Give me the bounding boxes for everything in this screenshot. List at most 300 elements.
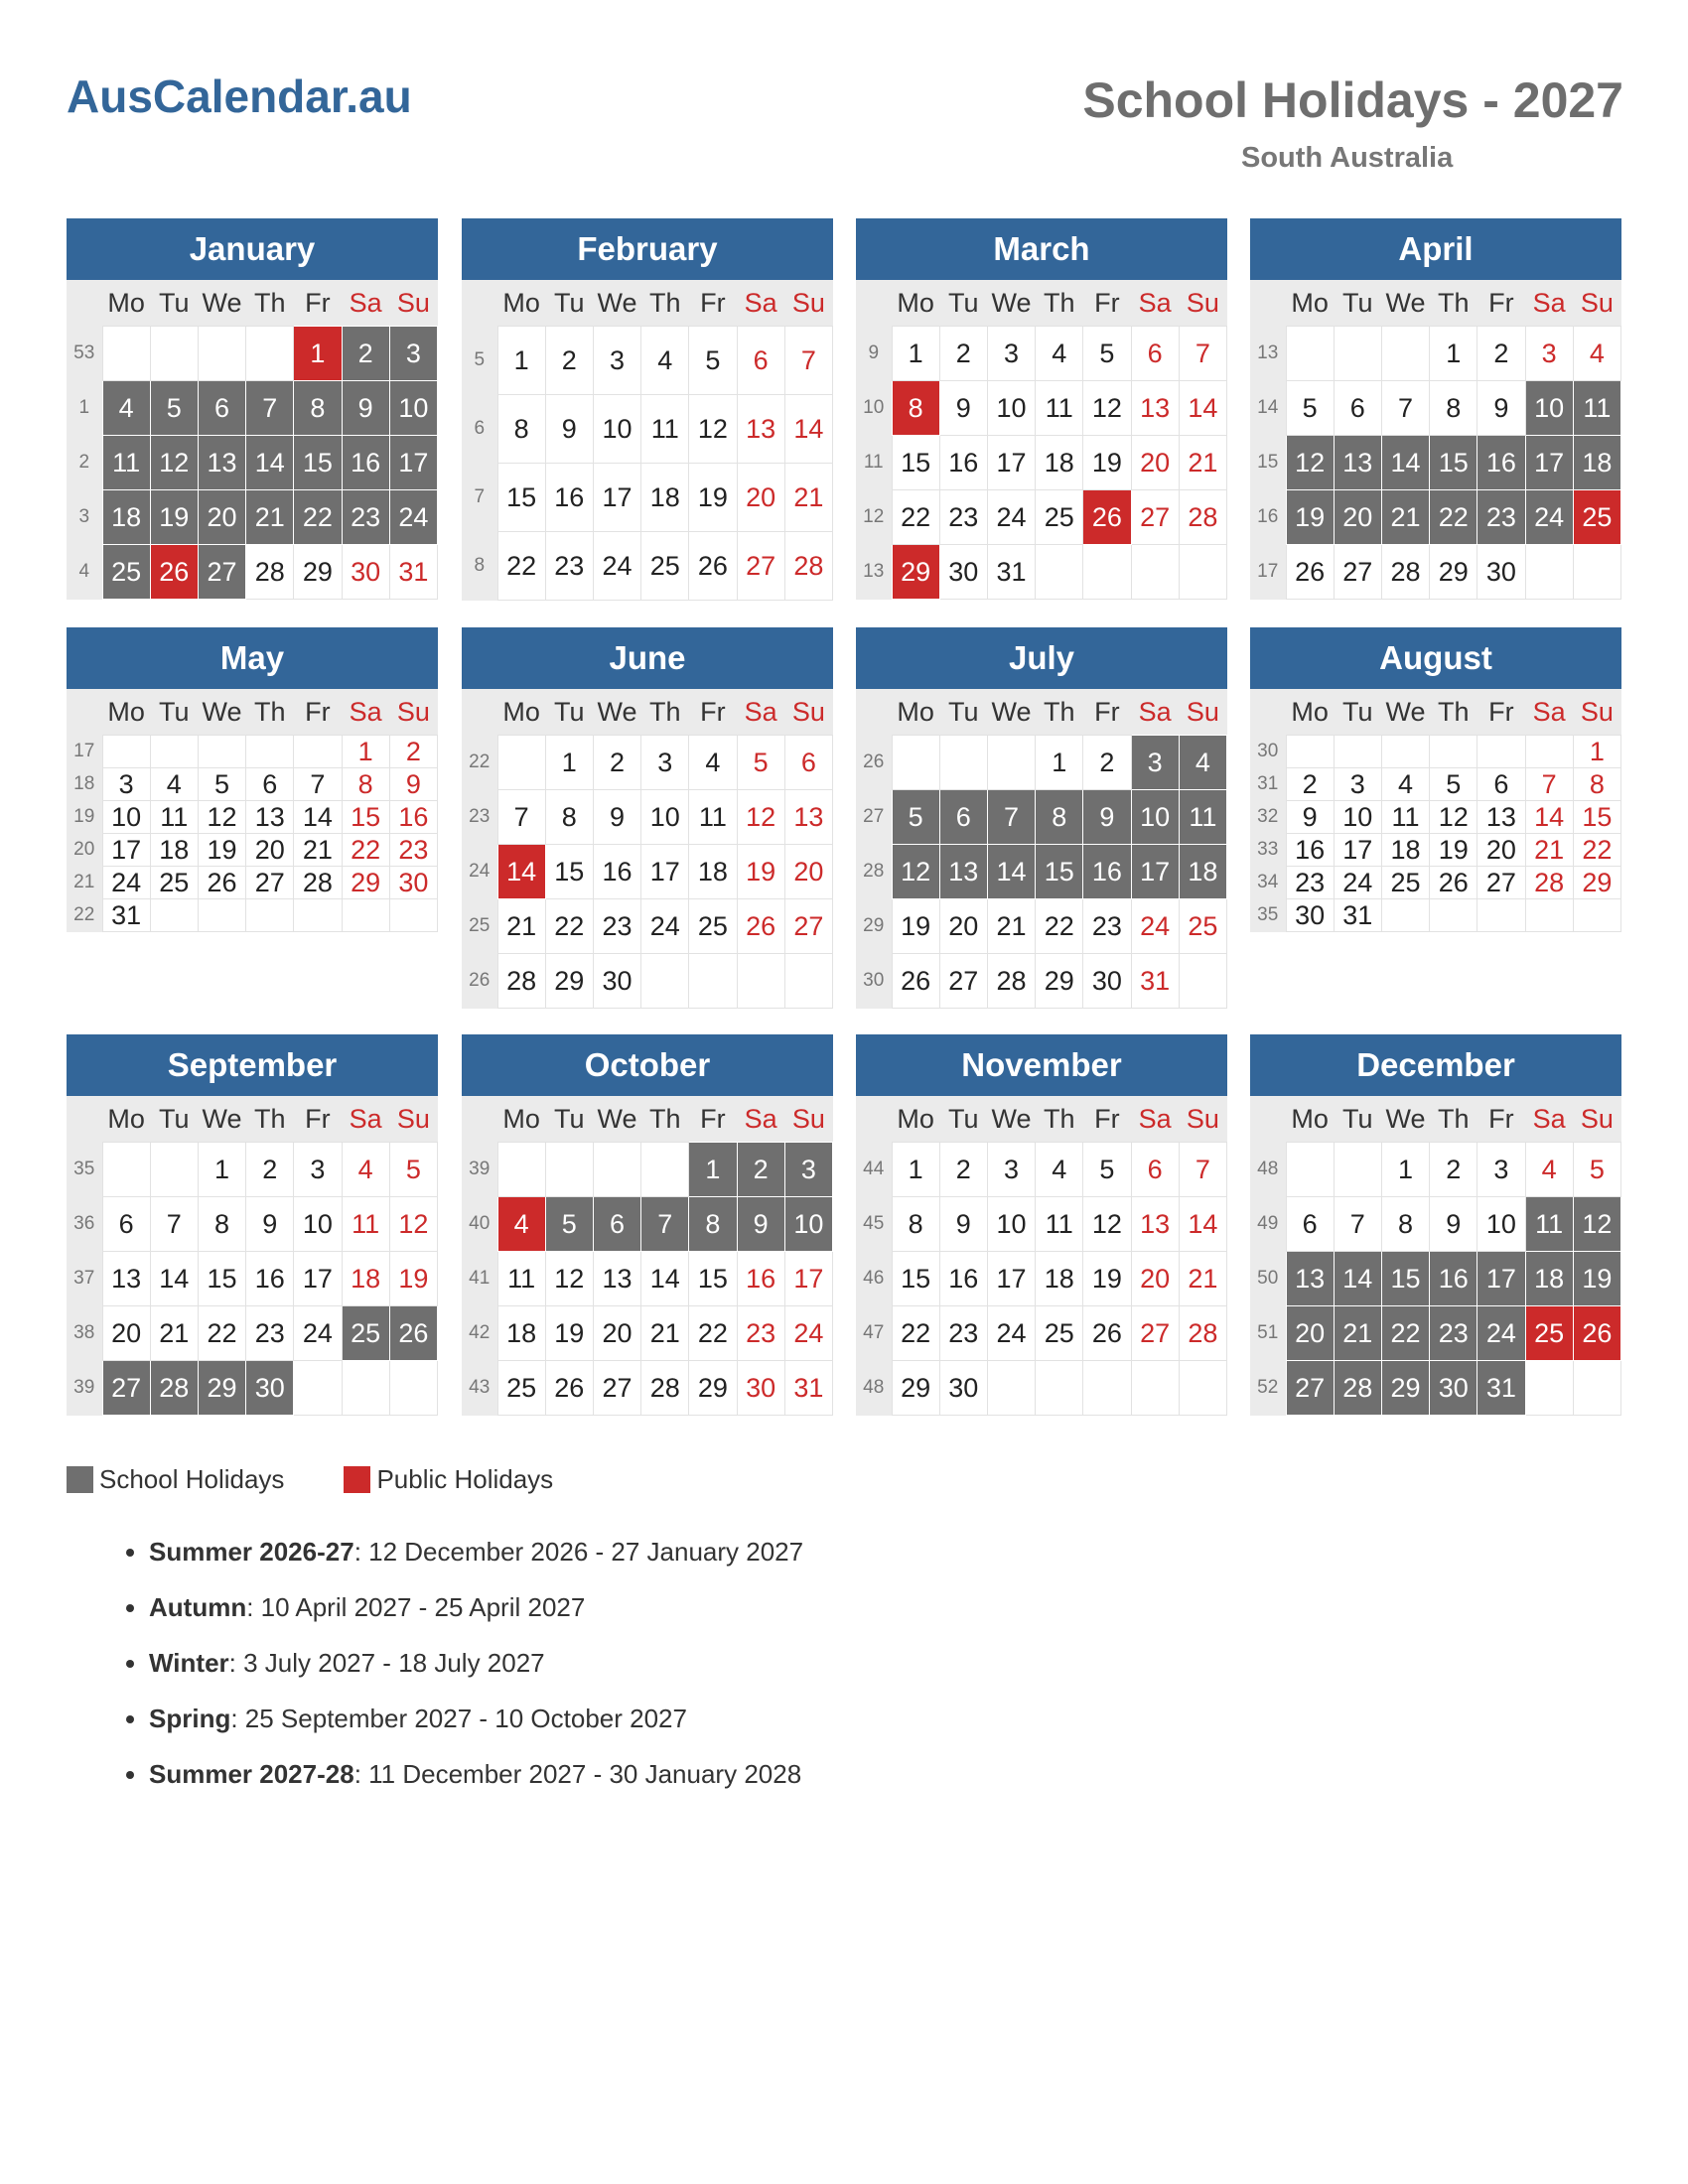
day-cell[interactable]: 31: [1131, 954, 1179, 1009]
day-cell[interactable]: 9: [1083, 790, 1131, 845]
day-cell[interactable]: 12: [1083, 1197, 1131, 1252]
day-cell[interactable]: 9: [1477, 381, 1525, 436]
day-cell[interactable]: 28: [1179, 1306, 1226, 1361]
day-cell[interactable]: 22: [1381, 1306, 1429, 1361]
day-cell[interactable]: 23: [545, 532, 593, 601]
day-cell[interactable]: 25: [102, 545, 150, 600]
day-cell[interactable]: 3: [987, 327, 1035, 381]
day-cell[interactable]: 21: [497, 899, 545, 954]
day-cell[interactable]: 6: [1334, 381, 1381, 436]
day-cell[interactable]: 23: [737, 1306, 784, 1361]
day-cell[interactable]: 16: [737, 1252, 784, 1306]
day-cell[interactable]: 21: [1525, 834, 1573, 867]
day-cell[interactable]: 3: [987, 1143, 1035, 1197]
day-cell[interactable]: 15: [1381, 1252, 1429, 1306]
day-cell[interactable]: 14: [784, 395, 832, 464]
day-cell[interactable]: 27: [1286, 1361, 1334, 1416]
day-cell[interactable]: 27: [1334, 545, 1381, 600]
day-cell[interactable]: 16: [1430, 1252, 1477, 1306]
day-cell[interactable]: 12: [545, 1252, 593, 1306]
day-cell[interactable]: 6: [1131, 327, 1179, 381]
day-cell[interactable]: 20: [784, 845, 832, 899]
day-cell[interactable]: 30: [1477, 545, 1525, 600]
day-cell[interactable]: 14: [246, 436, 294, 490]
day-cell[interactable]: 28: [784, 532, 832, 601]
day-cell[interactable]: 26: [545, 1361, 593, 1416]
day-cell[interactable]: 19: [1083, 1252, 1131, 1306]
day-cell[interactable]: 2: [1477, 327, 1525, 381]
day-cell[interactable]: 17: [1334, 834, 1381, 867]
day-cell[interactable]: 30: [939, 1361, 987, 1416]
day-cell[interactable]: 28: [150, 1361, 198, 1416]
day-cell[interactable]: 22: [294, 490, 342, 545]
day-cell[interactable]: 5: [1083, 1143, 1131, 1197]
day-cell[interactable]: 9: [545, 395, 593, 464]
day-cell[interactable]: 18: [1381, 834, 1429, 867]
day-cell[interactable]: 31: [1334, 899, 1381, 932]
day-cell[interactable]: 17: [784, 1252, 832, 1306]
day-cell[interactable]: 7: [641, 1197, 689, 1252]
day-cell[interactable]: 23: [342, 490, 389, 545]
day-cell[interactable]: 15: [497, 464, 545, 532]
day-cell[interactable]: 4: [641, 327, 689, 395]
day-cell[interactable]: 13: [939, 845, 987, 899]
day-cell[interactable]: 26: [1083, 1306, 1131, 1361]
day-cell[interactable]: 3: [641, 736, 689, 790]
day-cell[interactable]: 14: [1179, 381, 1226, 436]
day-cell[interactable]: 29: [1430, 545, 1477, 600]
day-cell[interactable]: 10: [593, 395, 640, 464]
day-cell[interactable]: 30: [342, 545, 389, 600]
day-cell[interactable]: 15: [294, 436, 342, 490]
day-cell[interactable]: 29: [892, 1361, 939, 1416]
day-cell[interactable]: 25: [342, 1306, 389, 1361]
day-cell[interactable]: 9: [246, 1197, 294, 1252]
day-cell[interactable]: 26: [1430, 867, 1477, 899]
day-cell[interactable]: 22: [1573, 834, 1620, 867]
day-cell[interactable]: 28: [987, 954, 1035, 1009]
day-cell[interactable]: 7: [246, 381, 294, 436]
day-cell[interactable]: 5: [1430, 768, 1477, 801]
day-cell[interactable]: 13: [102, 1252, 150, 1306]
day-cell[interactable]: 18: [102, 490, 150, 545]
day-cell[interactable]: 15: [198, 1252, 245, 1306]
day-cell[interactable]: 13: [593, 1252, 640, 1306]
day-cell[interactable]: 10: [784, 1197, 832, 1252]
day-cell[interactable]: 3: [1525, 327, 1573, 381]
day-cell[interactable]: 27: [246, 867, 294, 899]
day-cell[interactable]: 2: [737, 1143, 784, 1197]
day-cell[interactable]: 20: [593, 1306, 640, 1361]
day-cell[interactable]: 9: [1286, 801, 1334, 834]
day-cell[interactable]: 9: [1430, 1197, 1477, 1252]
day-cell[interactable]: 22: [342, 834, 389, 867]
day-cell[interactable]: 3: [102, 768, 150, 801]
day-cell[interactable]: 6: [1286, 1197, 1334, 1252]
day-cell[interactable]: 30: [939, 545, 987, 600]
day-cell[interactable]: 3: [593, 327, 640, 395]
day-cell[interactable]: 29: [689, 1361, 737, 1416]
site-logo[interactable]: AusCalendar.au: [67, 70, 412, 122]
day-cell[interactable]: 26: [1573, 1306, 1620, 1361]
day-cell[interactable]: 16: [939, 1252, 987, 1306]
day-cell[interactable]: 13: [1286, 1252, 1334, 1306]
day-cell[interactable]: 17: [1477, 1252, 1525, 1306]
day-cell[interactable]: 6: [1131, 1143, 1179, 1197]
day-cell[interactable]: 24: [1525, 490, 1573, 545]
day-cell[interactable]: 12: [198, 801, 245, 834]
day-cell[interactable]: 2: [389, 736, 437, 768]
day-cell[interactable]: 16: [342, 436, 389, 490]
day-cell[interactable]: 13: [784, 790, 832, 845]
day-cell[interactable]: 18: [1179, 845, 1226, 899]
day-cell[interactable]: 24: [987, 1306, 1035, 1361]
day-cell[interactable]: 1: [1036, 736, 1083, 790]
day-cell[interactable]: 14: [1334, 1252, 1381, 1306]
day-cell[interactable]: 1: [892, 1143, 939, 1197]
day-cell[interactable]: 6: [784, 736, 832, 790]
day-cell[interactable]: 8: [294, 381, 342, 436]
day-cell[interactable]: 28: [1334, 1361, 1381, 1416]
day-cell[interactable]: 11: [150, 801, 198, 834]
day-cell[interactable]: 9: [939, 1197, 987, 1252]
day-cell[interactable]: 26: [1286, 545, 1334, 600]
day-cell[interactable]: 5: [389, 1143, 437, 1197]
day-cell[interactable]: 4: [1036, 327, 1083, 381]
day-cell[interactable]: 16: [545, 464, 593, 532]
day-cell[interactable]: 14: [641, 1252, 689, 1306]
day-cell[interactable]: 4: [150, 768, 198, 801]
day-cell[interactable]: 6: [246, 768, 294, 801]
day-cell[interactable]: 26: [198, 867, 245, 899]
day-cell[interactable]: 20: [1286, 1306, 1334, 1361]
day-cell[interactable]: 15: [892, 1252, 939, 1306]
day-cell[interactable]: 7: [784, 327, 832, 395]
day-cell[interactable]: 30: [737, 1361, 784, 1416]
day-cell[interactable]: 11: [1036, 381, 1083, 436]
day-cell[interactable]: 2: [1286, 768, 1334, 801]
day-cell[interactable]: 14: [987, 845, 1035, 899]
day-cell[interactable]: 14: [294, 801, 342, 834]
day-cell[interactable]: 30: [389, 867, 437, 899]
day-cell[interactable]: 20: [1334, 490, 1381, 545]
day-cell[interactable]: 31: [102, 899, 150, 932]
day-cell[interactable]: 16: [1477, 436, 1525, 490]
day-cell[interactable]: 13: [1131, 381, 1179, 436]
day-cell[interactable]: 14: [1381, 436, 1429, 490]
day-cell[interactable]: 5: [1083, 327, 1131, 381]
day-cell[interactable]: 7: [1525, 768, 1573, 801]
day-cell[interactable]: 12: [689, 395, 737, 464]
day-cell[interactable]: 11: [1036, 1197, 1083, 1252]
day-cell[interactable]: 24: [641, 899, 689, 954]
day-cell[interactable]: 30: [1430, 1361, 1477, 1416]
day-cell[interactable]: 3: [294, 1143, 342, 1197]
day-cell[interactable]: 22: [892, 490, 939, 545]
day-cell[interactable]: 29: [1573, 867, 1620, 899]
day-cell[interactable]: 1: [1430, 327, 1477, 381]
day-cell[interactable]: 3: [1131, 736, 1179, 790]
day-cell[interactable]: 4: [1525, 1143, 1573, 1197]
day-cell[interactable]: 20: [1477, 834, 1525, 867]
day-cell[interactable]: 25: [497, 1361, 545, 1416]
day-cell[interactable]: 21: [1179, 436, 1226, 490]
day-cell[interactable]: 17: [593, 464, 640, 532]
day-cell[interactable]: 9: [342, 381, 389, 436]
day-cell[interactable]: 25: [1179, 899, 1226, 954]
day-cell[interactable]: 24: [1477, 1306, 1525, 1361]
day-cell[interactable]: 6: [102, 1197, 150, 1252]
day-cell[interactable]: 18: [342, 1252, 389, 1306]
day-cell[interactable]: 6: [737, 327, 784, 395]
day-cell[interactable]: 21: [987, 899, 1035, 954]
day-cell[interactable]: 25: [150, 867, 198, 899]
day-cell[interactable]: 24: [1334, 867, 1381, 899]
day-cell[interactable]: 4: [342, 1143, 389, 1197]
day-cell[interactable]: 5: [198, 768, 245, 801]
day-cell[interactable]: 7: [150, 1197, 198, 1252]
day-cell[interactable]: 27: [1477, 867, 1525, 899]
day-cell[interactable]: 21: [1381, 490, 1429, 545]
day-cell[interactable]: 10: [389, 381, 437, 436]
day-cell[interactable]: 11: [1381, 801, 1429, 834]
day-cell[interactable]: 15: [1573, 801, 1620, 834]
day-cell[interactable]: 30: [1286, 899, 1334, 932]
day-cell[interactable]: 25: [1036, 490, 1083, 545]
day-cell[interactable]: 5: [1286, 381, 1334, 436]
day-cell[interactable]: 28: [294, 867, 342, 899]
day-cell[interactable]: 19: [1573, 1252, 1620, 1306]
day-cell[interactable]: 16: [593, 845, 640, 899]
day-cell[interactable]: 23: [389, 834, 437, 867]
day-cell[interactable]: 8: [1381, 1197, 1429, 1252]
day-cell[interactable]: 6: [198, 381, 245, 436]
day-cell[interactable]: 24: [784, 1306, 832, 1361]
day-cell[interactable]: 5: [689, 327, 737, 395]
day-cell[interactable]: 28: [641, 1361, 689, 1416]
day-cell[interactable]: 16: [389, 801, 437, 834]
day-cell[interactable]: 22: [198, 1306, 245, 1361]
day-cell[interactable]: 1: [198, 1143, 245, 1197]
day-cell[interactable]: 29: [342, 867, 389, 899]
day-cell[interactable]: 31: [784, 1361, 832, 1416]
day-cell[interactable]: 17: [641, 845, 689, 899]
day-cell[interactable]: 3: [389, 327, 437, 381]
day-cell[interactable]: 20: [939, 899, 987, 954]
day-cell[interactable]: 12: [1573, 1197, 1620, 1252]
day-cell[interactable]: 12: [1083, 381, 1131, 436]
day-cell[interactable]: 4: [1381, 768, 1429, 801]
day-cell[interactable]: 20: [102, 1306, 150, 1361]
day-cell[interactable]: 8: [1573, 768, 1620, 801]
day-cell[interactable]: 4: [497, 1197, 545, 1252]
day-cell[interactable]: 3: [1334, 768, 1381, 801]
day-cell[interactable]: 2: [939, 1143, 987, 1197]
day-cell[interactable]: 7: [1179, 327, 1226, 381]
day-cell[interactable]: 11: [1573, 381, 1620, 436]
day-cell[interactable]: 5: [150, 381, 198, 436]
day-cell[interactable]: 7: [1334, 1197, 1381, 1252]
day-cell[interactable]: 10: [1525, 381, 1573, 436]
day-cell[interactable]: 12: [892, 845, 939, 899]
day-cell[interactable]: 27: [1131, 490, 1179, 545]
day-cell[interactable]: 24: [102, 867, 150, 899]
day-cell[interactable]: 9: [389, 768, 437, 801]
day-cell[interactable]: 1: [1573, 736, 1620, 768]
day-cell[interactable]: 9: [939, 381, 987, 436]
day-cell[interactable]: 7: [1381, 381, 1429, 436]
day-cell[interactable]: 23: [1286, 867, 1334, 899]
day-cell[interactable]: 27: [784, 899, 832, 954]
day-cell[interactable]: 1: [342, 736, 389, 768]
day-cell[interactable]: 15: [545, 845, 593, 899]
day-cell[interactable]: 2: [1083, 736, 1131, 790]
day-cell[interactable]: 15: [1036, 845, 1083, 899]
day-cell[interactable]: 20: [198, 490, 245, 545]
day-cell[interactable]: 8: [198, 1197, 245, 1252]
day-cell[interactable]: 11: [641, 395, 689, 464]
day-cell[interactable]: 25: [1525, 1306, 1573, 1361]
day-cell[interactable]: 1: [1381, 1143, 1429, 1197]
day-cell[interactable]: 19: [892, 899, 939, 954]
day-cell[interactable]: 11: [102, 436, 150, 490]
day-cell[interactable]: 5: [892, 790, 939, 845]
day-cell[interactable]: 27: [198, 545, 245, 600]
day-cell[interactable]: 27: [102, 1361, 150, 1416]
day-cell[interactable]: 21: [294, 834, 342, 867]
day-cell[interactable]: 30: [1083, 954, 1131, 1009]
day-cell[interactable]: 12: [1430, 801, 1477, 834]
day-cell[interactable]: 15: [689, 1252, 737, 1306]
day-cell[interactable]: 22: [892, 1306, 939, 1361]
day-cell[interactable]: 1: [545, 736, 593, 790]
day-cell[interactable]: 19: [1083, 436, 1131, 490]
day-cell[interactable]: 18: [1036, 436, 1083, 490]
day-cell[interactable]: 14: [1525, 801, 1573, 834]
day-cell[interactable]: 25: [641, 532, 689, 601]
day-cell[interactable]: 7: [497, 790, 545, 845]
day-cell[interactable]: 24: [294, 1306, 342, 1361]
day-cell[interactable]: 2: [939, 327, 987, 381]
day-cell[interactable]: 25: [689, 899, 737, 954]
day-cell[interactable]: 16: [246, 1252, 294, 1306]
day-cell[interactable]: 3: [784, 1143, 832, 1197]
day-cell[interactable]: 16: [1286, 834, 1334, 867]
day-cell[interactable]: 8: [342, 768, 389, 801]
day-cell[interactable]: 26: [689, 532, 737, 601]
day-cell[interactable]: 22: [689, 1306, 737, 1361]
day-cell[interactable]: 29: [1381, 1361, 1429, 1416]
day-cell[interactable]: 19: [545, 1306, 593, 1361]
day-cell[interactable]: 16: [1083, 845, 1131, 899]
day-cell[interactable]: 13: [246, 801, 294, 834]
day-cell[interactable]: 26: [1083, 490, 1131, 545]
day-cell[interactable]: 10: [641, 790, 689, 845]
day-cell[interactable]: 29: [545, 954, 593, 1009]
day-cell[interactable]: 11: [497, 1252, 545, 1306]
day-cell[interactable]: 23: [246, 1306, 294, 1361]
day-cell[interactable]: 5: [737, 736, 784, 790]
day-cell[interactable]: 29: [198, 1361, 245, 1416]
day-cell[interactable]: 1: [892, 327, 939, 381]
day-cell[interactable]: 25: [1381, 867, 1429, 899]
day-cell[interactable]: 21: [246, 490, 294, 545]
day-cell[interactable]: 4: [689, 736, 737, 790]
day-cell[interactable]: 1: [497, 327, 545, 395]
day-cell[interactable]: 4: [102, 381, 150, 436]
day-cell[interactable]: 17: [389, 436, 437, 490]
day-cell[interactable]: 18: [1036, 1252, 1083, 1306]
day-cell[interactable]: 16: [939, 436, 987, 490]
day-cell[interactable]: 7: [1179, 1143, 1226, 1197]
day-cell[interactable]: 10: [1131, 790, 1179, 845]
day-cell[interactable]: 14: [150, 1252, 198, 1306]
day-cell[interactable]: 19: [1286, 490, 1334, 545]
day-cell[interactable]: 28: [497, 954, 545, 1009]
day-cell[interactable]: 14: [497, 845, 545, 899]
day-cell[interactable]: 17: [294, 1252, 342, 1306]
day-cell[interactable]: 11: [689, 790, 737, 845]
day-cell[interactable]: 13: [1477, 801, 1525, 834]
day-cell[interactable]: 27: [593, 1361, 640, 1416]
day-cell[interactable]: 10: [987, 1197, 1035, 1252]
day-cell[interactable]: 31: [389, 545, 437, 600]
day-cell[interactable]: 25: [1573, 490, 1620, 545]
day-cell[interactable]: 23: [1477, 490, 1525, 545]
day-cell[interactable]: 29: [892, 545, 939, 600]
day-cell[interactable]: 10: [102, 801, 150, 834]
day-cell[interactable]: 27: [939, 954, 987, 1009]
day-cell[interactable]: 18: [689, 845, 737, 899]
day-cell[interactable]: 21: [641, 1306, 689, 1361]
day-cell[interactable]: 2: [593, 736, 640, 790]
day-cell[interactable]: 15: [1430, 436, 1477, 490]
day-cell[interactable]: 4: [1036, 1143, 1083, 1197]
day-cell[interactable]: 28: [1525, 867, 1573, 899]
day-cell[interactable]: 20: [1131, 1252, 1179, 1306]
day-cell[interactable]: 12: [389, 1197, 437, 1252]
day-cell[interactable]: 8: [689, 1197, 737, 1252]
day-cell[interactable]: 28: [1381, 545, 1429, 600]
day-cell[interactable]: 19: [1430, 834, 1477, 867]
day-cell[interactable]: 18: [641, 464, 689, 532]
day-cell[interactable]: 29: [1036, 954, 1083, 1009]
day-cell[interactable]: 8: [1036, 790, 1083, 845]
day-cell[interactable]: 19: [689, 464, 737, 532]
day-cell[interactable]: 11: [1525, 1197, 1573, 1252]
day-cell[interactable]: 15: [892, 436, 939, 490]
day-cell[interactable]: 2: [545, 327, 593, 395]
day-cell[interactable]: 17: [987, 436, 1035, 490]
day-cell[interactable]: 6: [593, 1197, 640, 1252]
day-cell[interactable]: 19: [737, 845, 784, 899]
day-cell[interactable]: 2: [246, 1143, 294, 1197]
day-cell[interactable]: 23: [1430, 1306, 1477, 1361]
day-cell[interactable]: 20: [246, 834, 294, 867]
day-cell[interactable]: 19: [389, 1252, 437, 1306]
day-cell[interactable]: 4: [1179, 736, 1226, 790]
day-cell[interactable]: 21: [784, 464, 832, 532]
day-cell[interactable]: 30: [246, 1361, 294, 1416]
day-cell[interactable]: 29: [294, 545, 342, 600]
day-cell[interactable]: 20: [1131, 436, 1179, 490]
day-cell[interactable]: 17: [1525, 436, 1573, 490]
day-cell[interactable]: 20: [737, 464, 784, 532]
day-cell[interactable]: 26: [892, 954, 939, 1009]
day-cell[interactable]: 26: [150, 545, 198, 600]
day-cell[interactable]: 9: [593, 790, 640, 845]
day-cell[interactable]: 18: [1525, 1252, 1573, 1306]
